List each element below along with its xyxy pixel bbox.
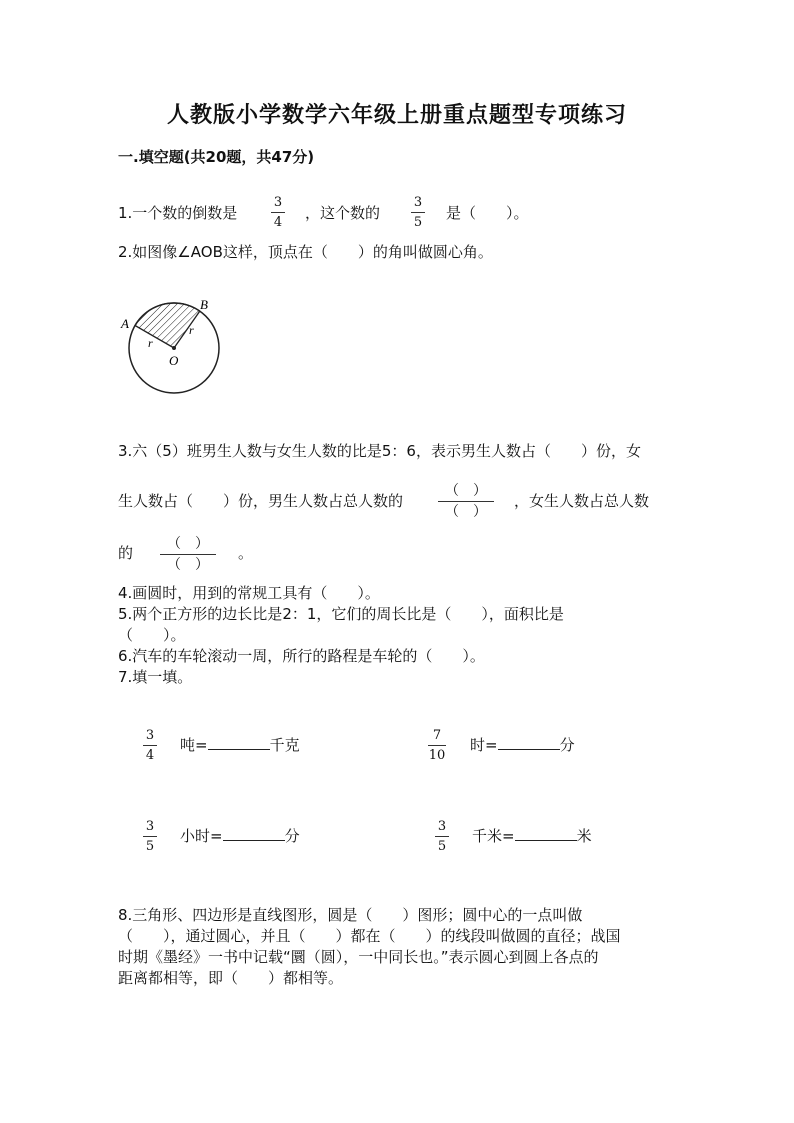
- q3-paren-fraction-1: [438, 482, 494, 521]
- fraction-bar: [438, 501, 494, 502]
- q8-line-1: 8.三角形、四边形是直线图形，圆是（ ）图形；圆中心的一点叫做: [118, 906, 583, 924]
- q2-text: 2.如图像∠AOB这样，顶点在（ ）的角叫做圆心角。: [118, 243, 493, 261]
- q1-fraction-2: [411, 194, 425, 231]
- q5-text-a: 5.两个正方形的边长比是2：1，它们的周长比是（ ），面积比是: [118, 605, 564, 623]
- q8-line-2: （ ），通过圆心，并且（ ）都在（ ）的线段叫做圆的直径；战国: [118, 927, 621, 945]
- q1-fraction-1: [271, 194, 285, 231]
- label-o: O: [169, 353, 179, 368]
- unit-to: 千克: [269, 736, 300, 754]
- q7-item2: [470, 734, 575, 755]
- label-r-left: r: [148, 336, 153, 350]
- answer-blank[interactable]: [208, 735, 270, 750]
- label-b: B: [200, 297, 208, 312]
- q7-item4: [472, 825, 592, 846]
- denominator: 5: [145, 839, 155, 854]
- denominator: 5: [437, 839, 447, 854]
- q8-line-3: 时期《墨经》一书中记载“圜（圆），一中同长也。”表示圆心到圆上各点的: [118, 948, 599, 966]
- answer-blank[interactable]: [498, 735, 560, 750]
- q7-item1: [180, 734, 300, 755]
- q7-item2-fraction: [428, 727, 446, 764]
- q1-fraction-2-denominator: 5: [413, 215, 423, 230]
- q4-text: 4.画圆时，用到的常规工具有（ ）。: [118, 584, 380, 602]
- q1-fraction-1-numerator: 3: [273, 195, 283, 210]
- q3-line-1: 3.六（5）班男生人数与女生人数的比是5：6，表示男生人数占（ ）份，女: [118, 442, 641, 460]
- q3-line-3b: 。: [238, 544, 254, 562]
- q7-item3-fraction: [143, 818, 157, 855]
- fraction-bar: [271, 212, 285, 213]
- fraction-bar: [160, 554, 216, 555]
- q7-heading: 7.填一填。: [118, 668, 193, 686]
- center-point: [172, 346, 176, 350]
- paren-denominator: （ ）: [167, 557, 209, 573]
- fraction-bar: [428, 745, 446, 746]
- numerator: 3: [145, 819, 155, 834]
- paren-numerator: （ ）: [167, 536, 209, 552]
- q1-text-c: 是（ ）。: [446, 204, 529, 222]
- q3-line-2a: 生人数占（ ）份，男生人数占总人数的: [118, 492, 404, 510]
- label-a: A: [121, 316, 129, 331]
- unit-from: 小时=: [180, 827, 223, 845]
- fraction-bar: [143, 745, 157, 746]
- q7-item4-fraction: [435, 818, 449, 855]
- page-title: 人教版小学数学六年级上册重点题型专项练习: [166, 102, 627, 128]
- q3-paren-fraction-2: [160, 535, 216, 574]
- q1-text-b: ，这个数的: [305, 204, 381, 222]
- unit-from: 时=: [470, 736, 498, 754]
- fraction-bar: [411, 212, 425, 213]
- q1-fraction-1-denominator: 4: [273, 215, 283, 230]
- paren-numerator: （ ）: [445, 483, 487, 499]
- q7-item3: [180, 825, 300, 846]
- section-heading: 一.填空题(共20题，共47分): [118, 148, 315, 166]
- label-r-right: r: [189, 323, 194, 337]
- unit-from: 千米=: [472, 827, 515, 845]
- denominator: 10: [428, 748, 446, 763]
- unit-to: 分: [284, 827, 300, 845]
- q6-text: 6.汽车的车轮滚动一周，所行的路程是车轮的（ ）。: [118, 647, 485, 665]
- paren-denominator: （ ）: [445, 504, 487, 520]
- q3-line-2b: ，女生人数占总人数: [514, 492, 650, 510]
- q1-fraction-2-numerator: 3: [413, 195, 423, 210]
- fraction-bar: [435, 836, 449, 837]
- q1-text-a: 1.一个数的倒数是: [118, 204, 238, 222]
- circle-angle-figure: [118, 292, 228, 398]
- numerator: 3: [437, 819, 447, 834]
- q3-line-3a: 的: [118, 544, 134, 562]
- q7-item1-fraction: [143, 727, 157, 764]
- numerator: 3: [145, 728, 155, 743]
- answer-blank[interactable]: [223, 826, 285, 841]
- q8-line-4: 距离都相等，即（ ）都相等。: [118, 969, 344, 987]
- q5-text-b: （ ）。: [118, 626, 186, 644]
- answer-blank[interactable]: [515, 826, 577, 841]
- unit-to: 分: [559, 736, 575, 754]
- unit-from: 吨=: [180, 736, 208, 754]
- numerator: 7: [432, 728, 442, 743]
- fraction-bar: [143, 836, 157, 837]
- unit-to: 米: [576, 827, 592, 845]
- denominator: 4: [145, 748, 155, 763]
